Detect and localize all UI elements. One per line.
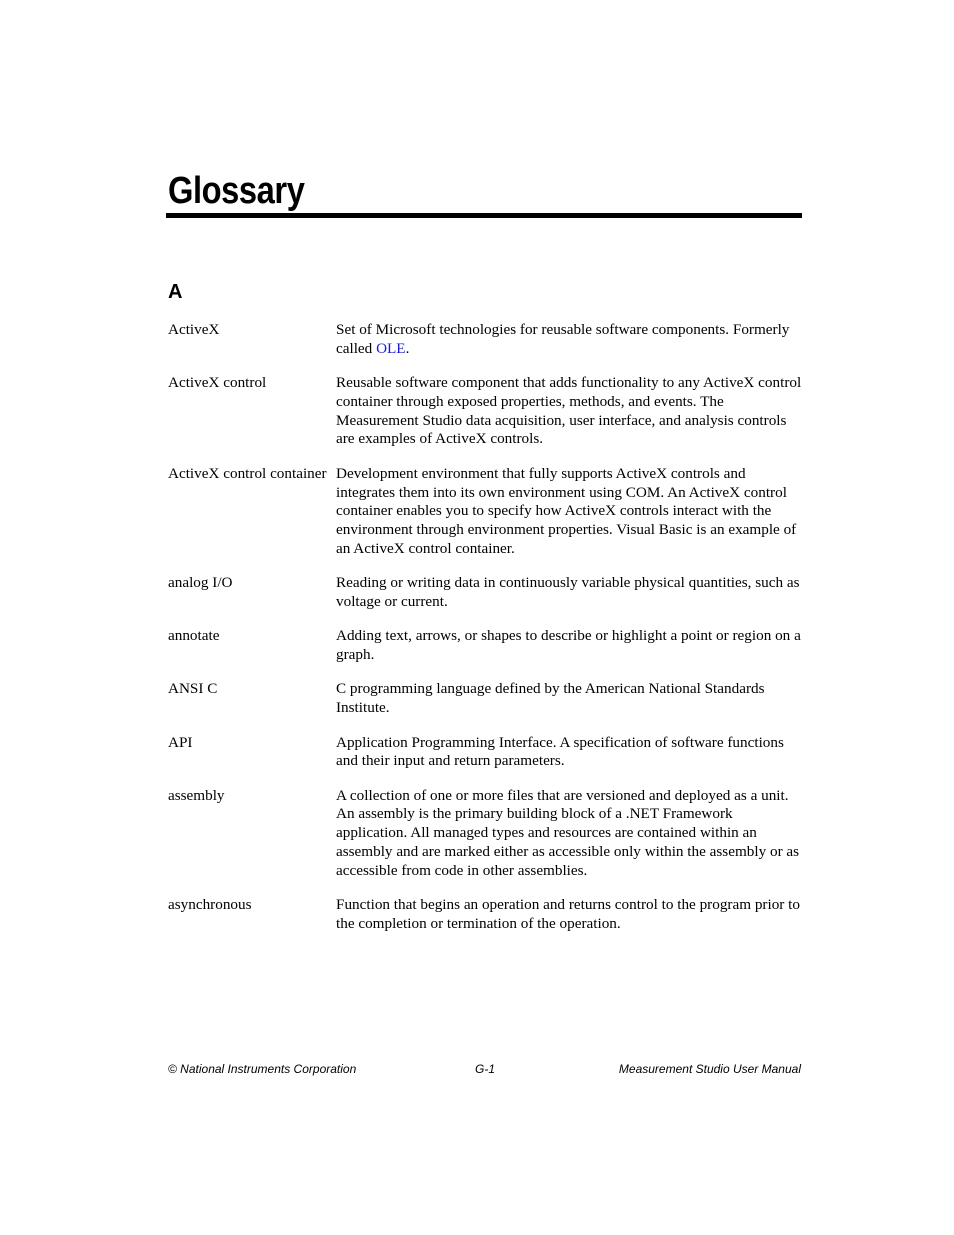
glossary-entry	[168, 896, 802, 934]
footer-manual-title: Measurement Studio User Manual	[618, 1062, 801, 1076]
glossary-definition: Development environment that fully supports ActiveX controls and integrates them into its own environment using COM. An ActiveX control container enables you to specify how ActiveX controls interact with the environment through environment properties. Visual Basic is an example of an ActiveX control container.	[336, 464, 797, 557]
glossary-definition: C programming language defined by the American National Standards Institute.	[336, 680, 765, 717]
glossary-term: ActiveX control container	[168, 464, 327, 482]
definition-text: Set of Microsoft technologies for reusable software components. Formerly called	[336, 321, 790, 357]
glossary-entry	[168, 787, 802, 881]
ole-link[interactable]: OLE	[376, 339, 406, 357]
glossary-list	[168, 321, 802, 949]
glossary-entry	[168, 465, 802, 559]
glossary-term: ActiveX control	[168, 374, 267, 392]
glossary-term: API	[168, 733, 193, 751]
glossary-definition	[336, 321, 802, 359]
glossary-term: annotate	[168, 627, 220, 645]
glossary-entry	[168, 574, 802, 612]
section-letter: A	[168, 281, 183, 303]
glossary-term: ActiveX	[168, 321, 220, 338]
glossary-definition: A collection of one or more files that are versioned and deployed as a unit. An assembly is the primary building block of a .NET Framework application. All managed types and resources are contained within an assembly and are marked either as accessible only within the assembly or as accessible from code in other assemblies.	[336, 786, 800, 879]
glossary-term: assembly	[168, 786, 225, 804]
glossary-entry	[168, 680, 802, 718]
glossary-entry	[168, 374, 802, 449]
footer-copyright: © National Instruments Corporation	[168, 1062, 357, 1076]
page-title: Glossary	[168, 170, 305, 212]
glossary-term: analog I/O	[168, 574, 233, 592]
glossary-entry	[168, 627, 802, 665]
title-rule	[166, 213, 802, 218]
glossary-term: ANSI C	[168, 680, 218, 698]
definition-text: .	[405, 339, 410, 357]
glossary-definition: Application Programming Interface. A specification of software functions and their input and return parameters.	[336, 733, 784, 770]
glossary-definition: Function that begins an operation and returns control to the program prior to the completion or termination of the operation.	[336, 896, 800, 932]
glossary-definition: Adding text, arrows, or shapes to describe or highlight a point or region on a graph.	[336, 627, 801, 664]
footer-page-number: G-1	[475, 1062, 496, 1076]
glossary-term: asynchronous	[168, 896, 252, 914]
glossary-definition: Reusable software component that adds functionality to any ActiveX control container through exposed properties, methods, and events. The Measurement Studio data acquisition, user interface, and analysis controls are examples of ActiveX controls.	[336, 374, 802, 448]
glossary-entry	[168, 734, 802, 772]
glossary-definition: Reading or writing data in continuously variable physical quantities, such as voltage or current.	[336, 574, 800, 611]
glossary-entry	[168, 321, 802, 359]
